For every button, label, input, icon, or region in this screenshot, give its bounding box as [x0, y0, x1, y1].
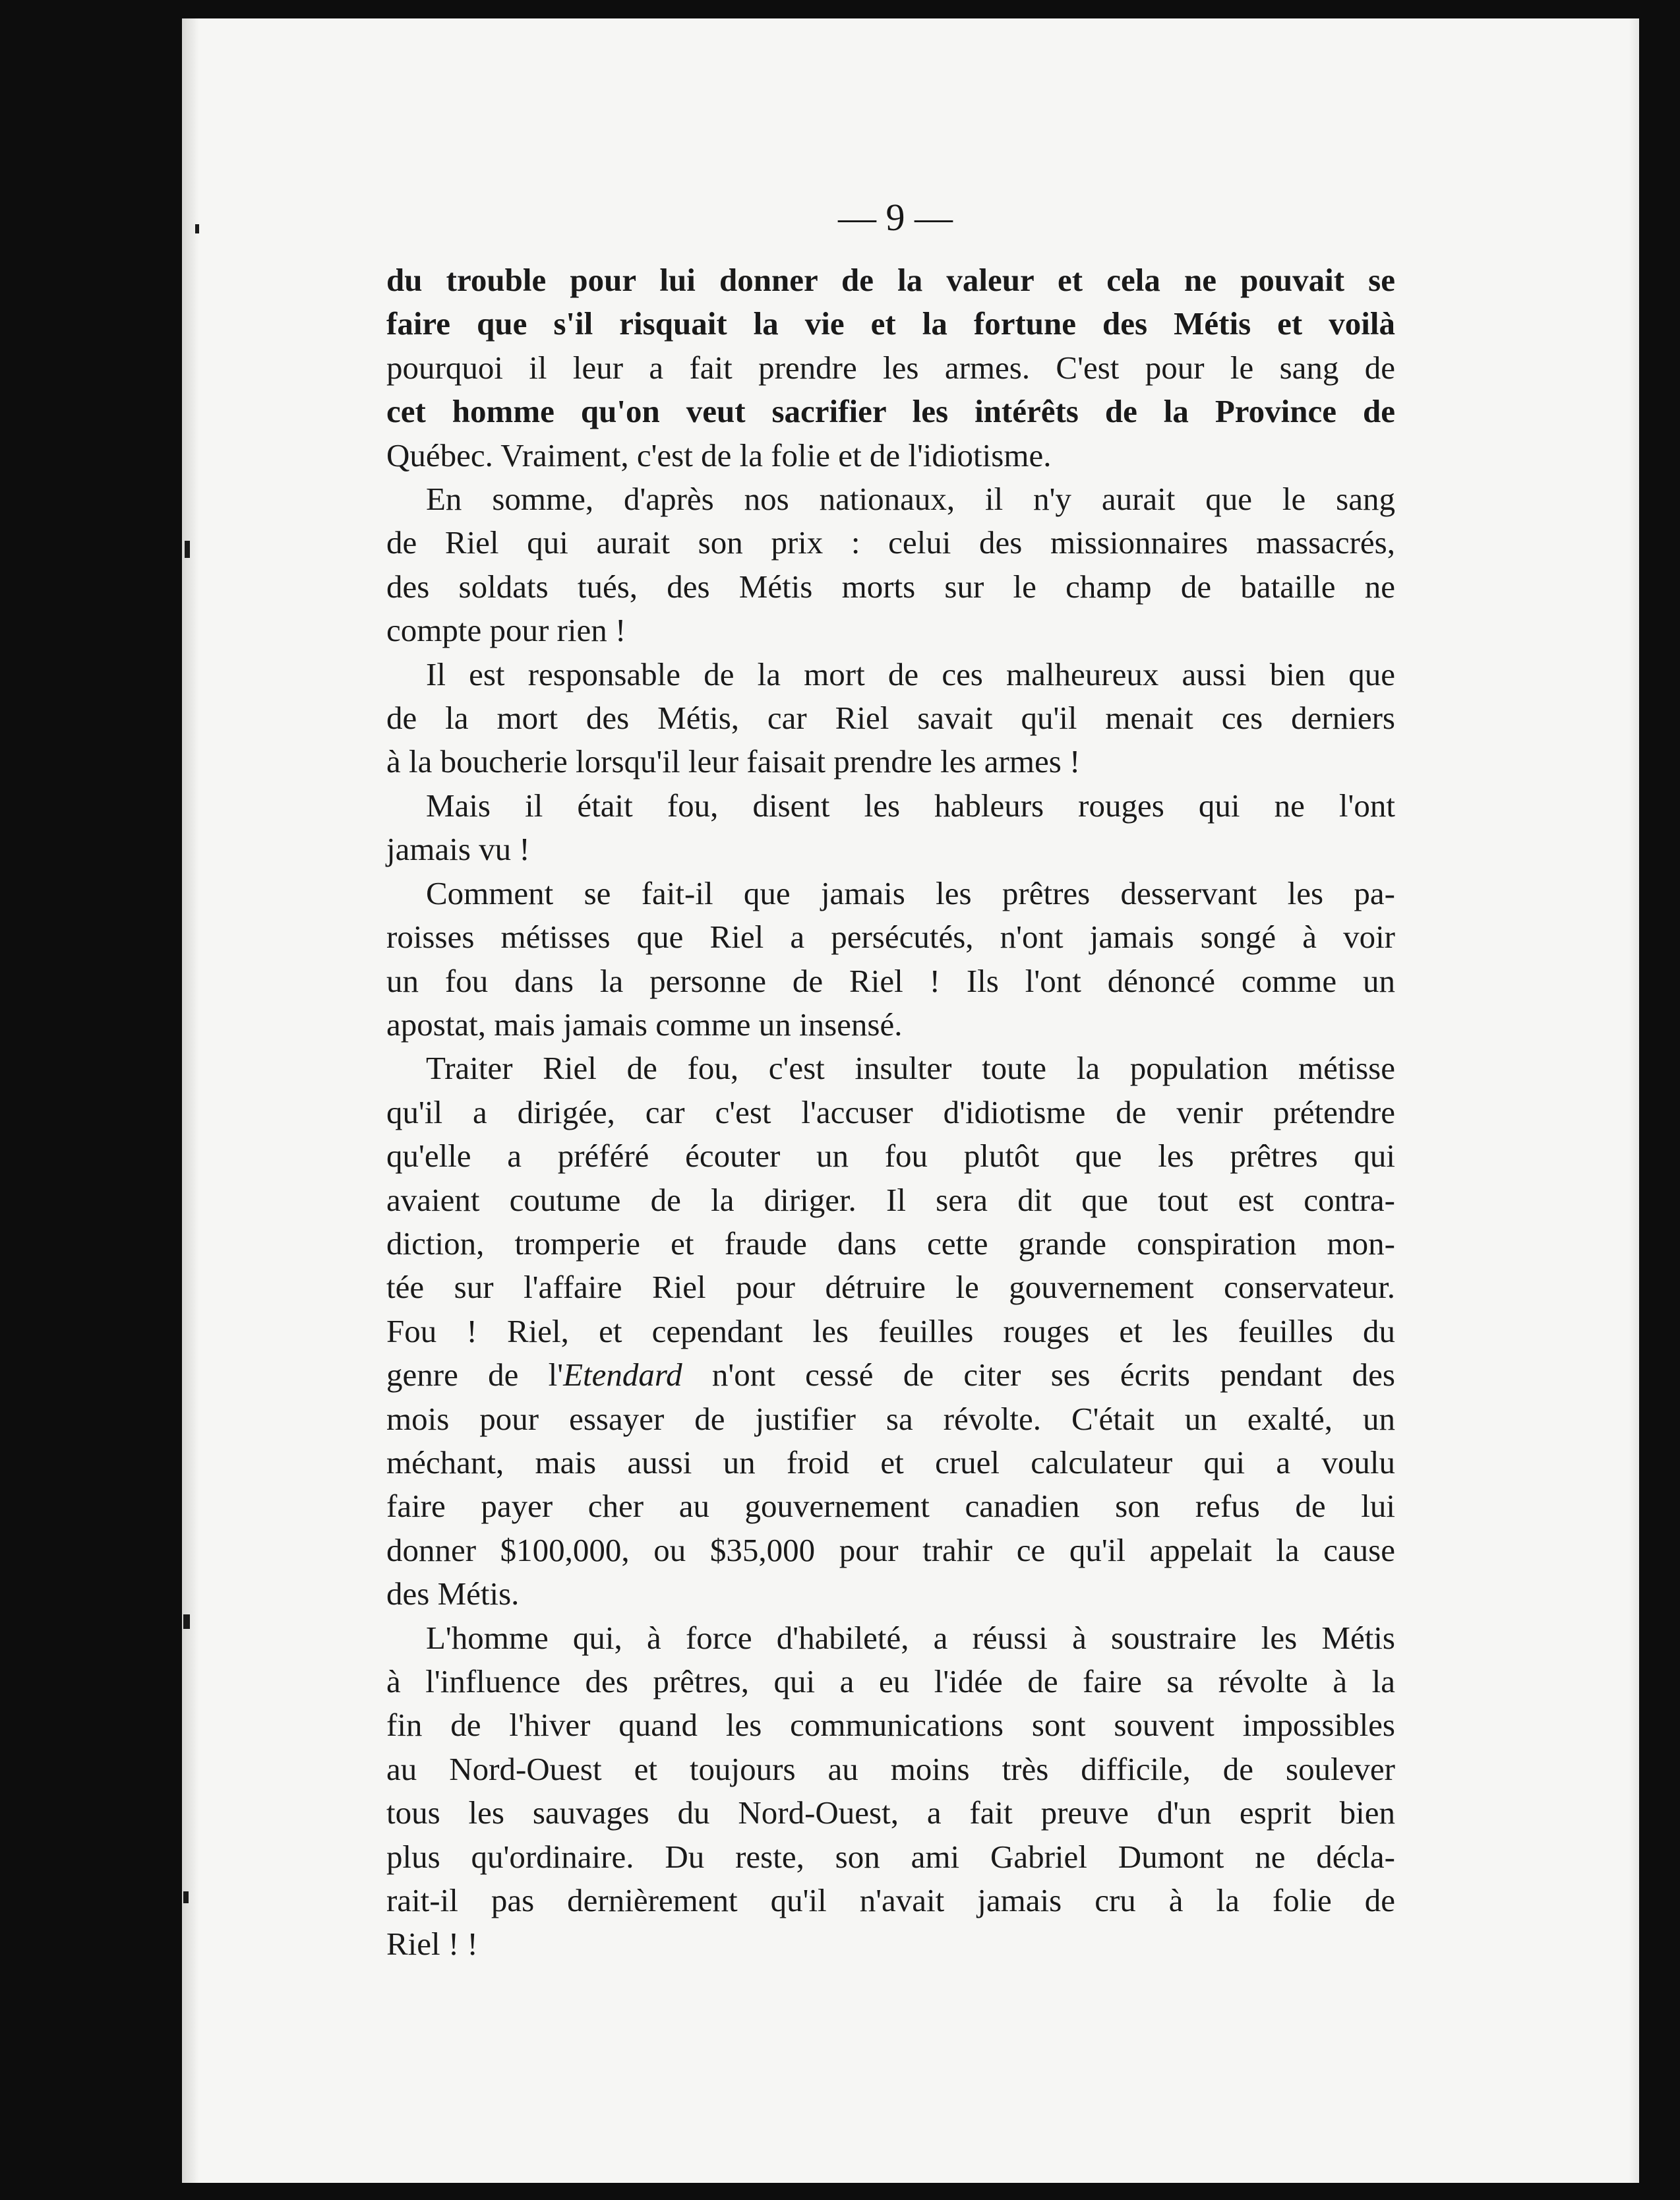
text-line: des soldats tués, des Métis morts sur le champ de bataille ne	[386, 568, 1395, 605]
text-line: tous les sauvages du Nord-Ouest, a fait preuve d'un esprit bien	[386, 1794, 1395, 1831]
text-line: pourquoi il leur a fait prendre les armes. C'est pour le sang de	[386, 349, 1395, 386]
margin-speck	[1639, 18, 1647, 2183]
text-line: genre de l'Etendard n'ont cessé de citer ses écrits pendant des	[386, 1357, 1395, 1393]
text-line: faire payer cher au gouvernement canadien son refus de lui	[386, 1488, 1395, 1525]
text-line: Il est responsable de la mort de ces malheureux aussi bien que	[426, 656, 1395, 692]
text-line: plus qu'ordinaire. Du reste, son ami Gabriel Dumont ne décla-	[386, 1838, 1395, 1875]
text-line: Traiter Riel de fou, c'est insulter toute la population métisse	[426, 1050, 1395, 1087]
text-line: mois pour essayer de justifier sa révolte. C'était un exalté, un	[386, 1400, 1395, 1437]
margin-speck	[183, 1614, 190, 1629]
text-line: du trouble pour lui donner de la valeur et cela ne pouvait se	[386, 262, 1395, 298]
text-line: roisses métisses que Riel a persécutés, n'ont jamais songé à voir	[386, 919, 1395, 956]
text-line: avaient coutume de la diriger. Il sera dit que tout est contra-	[386, 1181, 1395, 1218]
text-line: Fou ! Riel, et cependant les feuilles rouges et les feuilles du	[386, 1312, 1395, 1349]
newspaper-title: Etendard	[563, 1357, 682, 1393]
text-line: Riel ! !	[386, 1926, 478, 1963]
gutter-shadow	[182, 18, 199, 2183]
page-number: — 9 —	[838, 196, 953, 239]
text-line: rait-il pas dernièrement qu'il n'avait jamais cru à la folie de	[386, 1882, 1395, 1919]
text-line: tée sur l'affaire Riel pour détruire le gouvernement conservateur.	[386, 1269, 1395, 1306]
body-text	[386, 259, 1395, 1967]
text-line: au Nord-Ouest et toujours au moins très difficile, de soulever	[386, 1750, 1395, 1787]
text-line: de Riel qui aurait son prix : celui des missionnaires massacrés,	[386, 524, 1395, 561]
text-line: diction, tromperie et fraude dans cette grande conspiration mon-	[386, 1225, 1395, 1262]
margin-speck	[185, 541, 190, 558]
text-line: apostat, mais jamais comme un insensé.	[386, 1006, 903, 1043]
text-line: fin de l'hiver quand les communications sont souvent impossibles	[386, 1707, 1395, 1744]
text-line: de la mort des Métis, car Riel savait qu'il menait ces derniers	[386, 700, 1395, 737]
text-line: cet homme qu'on veut sacrifier les intérêts de la Province de	[386, 393, 1395, 430]
text-line: compte pour rien !	[386, 612, 626, 649]
text-line: Mais il était fou, disent les hableurs rouges qui ne l'ont	[426, 787, 1395, 824]
text-line: jamais vu !	[386, 831, 530, 868]
text-line: des Métis.	[386, 1575, 520, 1612]
margin-speck	[183, 1891, 189, 1903]
text-line: à la boucherie lorsqu'il leur faisait prendre les armes !	[386, 743, 1081, 780]
text-line: faire que s'il risquait la vie et la fortune des Métis et voilà	[386, 305, 1395, 342]
text-line: Comment se fait-il que jamais les prêtres desservant les pa-	[426, 874, 1395, 911]
text-line: En somme, d'après nos nationaux, il n'y aurait que le sang	[426, 481, 1395, 518]
text-line: à l'influence des prêtres, qui a eu l'idée de faire sa révolte à la	[386, 1663, 1395, 1699]
text-line: Québec. Vraiment, c'est de la folie et de l'idiotisme.	[386, 437, 1052, 474]
text-line: L'homme qui, à force d'habileté, a réussi à soustraire les Métis	[426, 1619, 1395, 1656]
text-line: qu'elle a préféré écouter un fou plutôt que les prêtres qui	[386, 1138, 1395, 1175]
text-line: un fou dans la personne de Riel ! Ils l'ont dénoncé comme un	[386, 962, 1395, 999]
text-line: qu'il a dirigée, car c'est l'accuser d'idiotisme de venir prétendre	[386, 1093, 1395, 1130]
text-line: donner $100,000, ou $35,000 pour trahir ce qu'il appelait la cause	[386, 1531, 1395, 1568]
text-line: méchant, mais aussi un froid et cruel calculateur qui a voulu	[386, 1444, 1395, 1481]
margin-speck	[195, 224, 199, 233]
